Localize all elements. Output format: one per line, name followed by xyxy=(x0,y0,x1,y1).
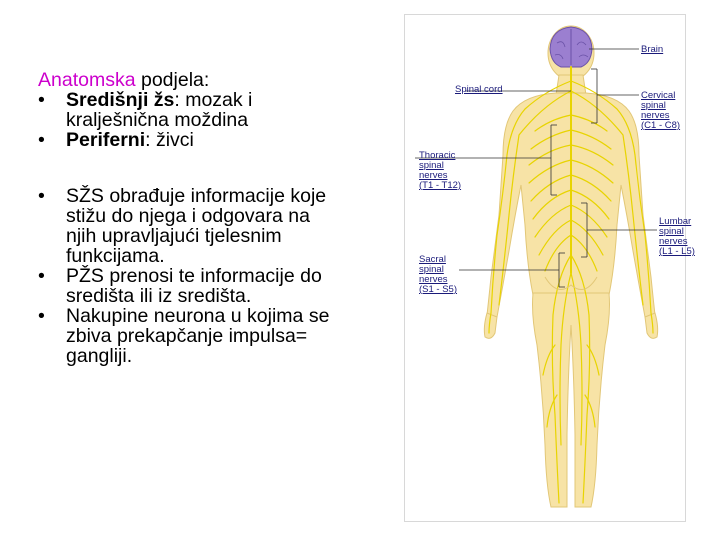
bullet-cns xyxy=(38,90,403,130)
heading-accent: Anatomska xyxy=(38,69,136,91)
bullet-marker: • xyxy=(38,185,45,207)
bullet-pz-transmission xyxy=(38,266,403,306)
bullet-line: gangliji. xyxy=(66,345,133,367)
bullet-sz-processing xyxy=(38,186,403,266)
bullet-cns-bold: Središnji žs xyxy=(66,89,175,111)
label-spinal-cord: Spinal cord xyxy=(455,84,503,95)
bullet-line: funkcijama. xyxy=(66,245,165,267)
bullet-line: Nakupine neurona u kojima se xyxy=(66,305,330,327)
label-sacral-nerves: Sacral spinal nerves (S1 - S5) xyxy=(419,254,458,295)
bullet-marker: • xyxy=(38,89,45,111)
bullet-cns-continuation: kralješnična moždina xyxy=(66,109,249,131)
nervous-system-figure xyxy=(404,14,695,522)
bullet-line: PŽS prenosi te informacije do xyxy=(66,265,322,287)
heading-rest: podjela: xyxy=(135,69,210,91)
heading-line xyxy=(38,70,403,90)
bullet-line: SŽS obrađuje informacije koje xyxy=(66,185,327,207)
bullet-line: središta ili iz središta. xyxy=(66,285,252,307)
label-lumbar-nerves: Lumbar spinal nerves (L1 - L5) xyxy=(659,216,695,257)
bullet-line: zbiva prekapčanje impulsa= xyxy=(66,325,308,347)
label-brain: Brain xyxy=(641,44,664,55)
bullet-marker: • xyxy=(38,129,45,151)
bullet-pns xyxy=(38,130,403,150)
bullet-marker: • xyxy=(38,305,45,327)
label-cervical-nerves: Cervical spinal nerves (C1 - C8) xyxy=(641,90,681,131)
slide-text xyxy=(38,70,403,366)
label-thoracic-nerves: Thoracic spinal nerves (T1 - T12) xyxy=(419,150,462,191)
bullet-marker: • xyxy=(38,265,45,287)
bullet-pns-bold: Periferni xyxy=(66,129,146,151)
bullet-line: njih upravljajući tjelesnim xyxy=(66,225,282,247)
bullet-cns-rest: : mozak i xyxy=(174,89,253,111)
bullet-line: stižu do njega i odgovara na xyxy=(66,205,310,227)
bullet-pns-rest: : živci xyxy=(145,129,194,151)
bullet-ganglia xyxy=(38,306,403,366)
